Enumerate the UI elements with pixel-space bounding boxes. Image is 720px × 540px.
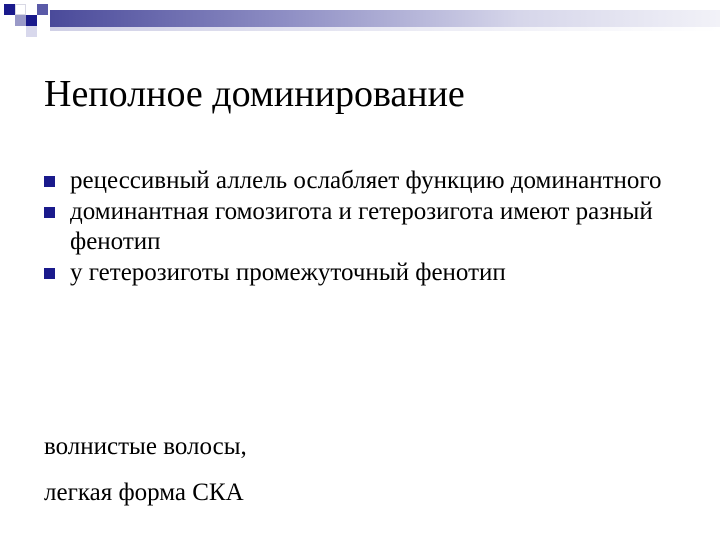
- example-line: легкая форма СКА: [44, 479, 244, 506]
- header-gradient-band-lower: [50, 27, 720, 31]
- bullet-text: рецессивный аллель ослабляет функцию доминантного: [70, 167, 662, 194]
- bullet-list: [44, 166, 684, 289]
- decor-square: [4, 4, 15, 15]
- square-bullet-icon: [44, 268, 55, 279]
- example-line: волнистые волосы,: [44, 433, 247, 460]
- decor-square: [4, 15, 15, 26]
- bullet-text: у гетерозиготы промежуточный фенотип: [70, 259, 506, 286]
- decor-square: [15, 15, 26, 26]
- bullet-item: [44, 166, 684, 196]
- examples-block: [44, 424, 247, 516]
- decor-square: [15, 4, 26, 15]
- square-bullet-icon: [44, 207, 55, 218]
- square-bullet-icon: [44, 176, 55, 187]
- bullet-item: [44, 197, 684, 257]
- decor-square: [37, 4, 48, 15]
- decor-square: [26, 15, 37, 26]
- slide-title: Неполное доминирование: [44, 73, 465, 115]
- decor-square: [26, 26, 37, 37]
- header-gradient-band: [50, 10, 720, 27]
- bullet-item: [44, 258, 684, 288]
- bullet-text: доминантная гомозигота и гетерозигота имеют разный фенотип: [70, 198, 653, 255]
